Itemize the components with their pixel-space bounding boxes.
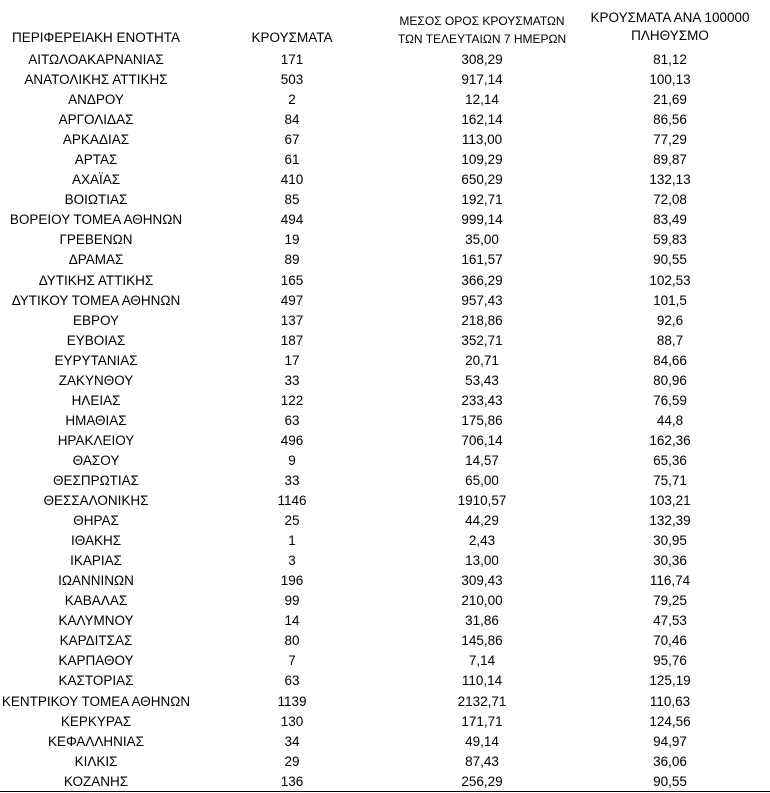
cell-cases: 122 <box>280 392 304 408</box>
cell-per100k: 90,55 <box>653 773 687 789</box>
cell-cases: 17 <box>284 352 300 368</box>
cell-cases: 136 <box>280 773 304 789</box>
cell-cases: 61 <box>284 152 300 168</box>
cell-avg7: 145,86 <box>461 633 503 649</box>
cell-avg7: 175,86 <box>461 412 503 428</box>
table-row <box>0 611 770 631</box>
table-row <box>0 491 770 511</box>
cell-cases: 3 <box>288 553 296 569</box>
header-per100k-line1: ΚΡΟΥΣΜΑΤΑ ΑΝΑ 100000 <box>590 10 750 25</box>
cell-region: ΔΥΤΙΚΗΣ ΑΤΤΙΚΗΣ <box>38 272 154 288</box>
table-row <box>0 351 770 371</box>
table-row <box>0 170 770 190</box>
table-row <box>0 451 770 471</box>
cell-per100k: 132,39 <box>649 513 691 529</box>
cell-region: ΔΡΑΜΑΣ <box>68 252 124 268</box>
cell-per100k: 125,19 <box>649 673 691 689</box>
cell-avg7: 917,14 <box>461 72 503 88</box>
cell-per100k: 30,36 <box>653 553 687 569</box>
table-row <box>0 311 770 331</box>
cell-region: ΑΝΑΤΟΛΙΚΗΣ ΑΤΤΙΚΗΣ <box>24 72 168 88</box>
cell-per100k: 79,25 <box>653 593 687 609</box>
cell-region: ΕΥΒΟΙΑΣ <box>66 332 126 348</box>
cell-avg7: 162,14 <box>461 112 503 128</box>
cell-per100k: 36,06 <box>653 753 687 769</box>
cell-cases: 1146 <box>277 493 307 509</box>
table-header <box>0 0 770 50</box>
cell-cases: 63 <box>284 412 300 428</box>
cell-per100k: 90,55 <box>653 252 687 268</box>
cell-per100k: 94,97 <box>653 733 687 749</box>
cell-avg7: 49,14 <box>465 733 499 749</box>
cell-region: ΚΑΣΤΟΡΙΑΣ <box>58 673 134 689</box>
table-row <box>0 50 770 70</box>
cell-region: ΙΩΑΝΝΙΝΩΝ <box>58 573 134 589</box>
cell-avg7: 14,57 <box>465 452 499 468</box>
cell-cases: 187 <box>280 332 304 348</box>
cell-cases: 137 <box>280 312 304 328</box>
table-row <box>0 291 770 311</box>
cell-avg7: 308,29 <box>461 52 503 67</box>
table-row <box>0 271 770 291</box>
cell-region: ΚΑΡΠΑΘΟΥ <box>58 653 134 669</box>
cell-per100k: 103,21 <box>649 493 691 509</box>
cell-avg7: 366,29 <box>461 272 503 288</box>
table-row <box>0 70 770 90</box>
cell-avg7: 218,86 <box>461 312 503 328</box>
cell-per100k: 65,36 <box>653 452 687 468</box>
cell-cases: 171 <box>280 52 304 67</box>
cell-region: ΑΡΓΟΛΙΔΑΣ <box>58 112 134 128</box>
cell-region: ΚΑΛΥΜΝΟΥ <box>58 613 134 629</box>
cell-avg7: 706,14 <box>461 432 503 448</box>
cell-avg7: 192,71 <box>461 192 503 208</box>
cell-cases: 496 <box>280 432 304 448</box>
cell-region: ΒΟΡΕΙΟΥ ΤΟΜΕΑ ΑΘΗΝΩΝ <box>9 212 183 228</box>
cell-per100k: 116,74 <box>649 573 691 589</box>
cell-cases: 29 <box>284 753 300 769</box>
cell-cases: 84 <box>284 112 300 128</box>
cell-cases: 165 <box>280 272 304 288</box>
cell-per100k: 101,5 <box>653 292 687 308</box>
cell-cases: 196 <box>280 573 304 589</box>
cell-per100k: 77,29 <box>653 132 687 148</box>
cell-avg7: 210,00 <box>461 593 503 609</box>
cell-per100k: 89,87 <box>653 152 687 168</box>
table-row <box>0 391 770 411</box>
header-region: ΠΕΡΙΦΕΡΕΙΑΚΗ ΕΝΟΤΗΤΑ <box>11 30 181 45</box>
table-row <box>0 591 770 611</box>
cell-per100k: 124,56 <box>649 713 691 729</box>
cell-per100k: 75,71 <box>653 472 687 488</box>
table-row <box>0 471 770 491</box>
table-row <box>0 431 770 451</box>
table-row <box>0 411 770 431</box>
cell-cases: 497 <box>280 292 304 308</box>
cell-region: ΘΕΣΣΑΛΟΝΙΚΗΣ <box>43 493 149 509</box>
table-row <box>0 692 770 712</box>
cell-avg7: 65,00 <box>465 472 499 488</box>
table-body <box>0 50 770 792</box>
cell-per100k: 100,13 <box>649 72 691 88</box>
cell-region: ΗΜΑΘΙΑΣ <box>65 412 127 428</box>
cell-avg7: 957,43 <box>461 292 503 308</box>
cell-avg7: 7,14 <box>468 653 496 669</box>
cell-region: ΘΑΣΟΥ <box>72 452 120 468</box>
cell-per100k: 92,6 <box>656 312 684 328</box>
header-avg7 <box>372 12 592 48</box>
cell-region: ΚΕΝΤΡΙΚΟΥ ΤΟΜΕΑ ΑΘΗΝΩΝ <box>1 693 191 709</box>
cell-cases: 1 <box>288 533 296 549</box>
cell-region: ΕΥΡΥΤΑΝΙΑΣ <box>54 352 138 368</box>
cell-region: ΒΟΙΩΤΙΑΣ <box>64 192 128 208</box>
cell-per100k: 81,12 <box>653 52 687 67</box>
cell-cases: 9 <box>288 452 296 468</box>
cell-cases: 410 <box>280 172 304 188</box>
cell-per100k: 30,95 <box>653 533 687 549</box>
table-row <box>0 752 770 772</box>
cell-region: ΚΑΡΔΙΤΣΑΣ <box>59 633 133 649</box>
cell-per100k: 162,36 <box>649 432 691 448</box>
table-bottom-border <box>0 791 770 792</box>
cell-cases: 503 <box>280 72 304 88</box>
cell-region: ΔΥΤΙΚΟΥ ΤΟΜΕΑ ΑΘΗΝΩΝ <box>11 292 181 308</box>
table-row <box>0 250 770 270</box>
cell-per100k: 59,83 <box>653 232 687 248</box>
table-row <box>0 671 770 691</box>
table-row <box>0 210 770 230</box>
cell-avg7: 352,71 <box>461 332 503 348</box>
cell-cases: 63 <box>284 673 300 689</box>
cell-per100k: 80,96 <box>653 372 687 388</box>
cell-avg7: 87,43 <box>465 753 499 769</box>
cell-avg7: 309,43 <box>461 573 503 589</box>
cell-region: ΚΑΒΑΛΑΣ <box>64 593 128 609</box>
table-row <box>0 712 770 732</box>
cell-cases: 89 <box>284 252 300 268</box>
cell-avg7: 109,29 <box>461 152 503 168</box>
cell-avg7: 2132,71 <box>457 693 507 709</box>
cell-region: ΙΘΑΚΗΣ <box>70 533 122 549</box>
cell-region: ΑΧΑΪΑΣ <box>71 172 121 188</box>
cell-per100k: 72,08 <box>653 192 687 208</box>
cell-per100k: 102,53 <box>649 272 691 288</box>
cell-avg7: 171,71 <box>461 713 503 729</box>
table-row <box>0 551 770 571</box>
cell-cases: 99 <box>284 593 300 609</box>
header-avg7-line1: ΜΕΣΟΣ ΟΡΟΣ ΚΡΟΥΣΜΑΤΩΝ <box>399 14 565 28</box>
cell-cases: 25 <box>284 513 300 529</box>
cell-avg7: 12,14 <box>465 92 499 108</box>
table-row <box>0 331 770 351</box>
cell-region: ΚΕΦΑΛΛΗΝΙΑΣ <box>47 733 145 749</box>
table-row <box>0 90 770 110</box>
cell-cases: 494 <box>280 212 304 228</box>
cell-avg7: 44,29 <box>465 513 499 529</box>
table-row <box>0 230 770 250</box>
cell-avg7: 1910,57 <box>457 493 507 509</box>
cell-region: ΑΙΤΩΛΟΑΚΑΡΝΑΝΙΑΣ <box>28 52 164 67</box>
cell-per100k: 110,63 <box>649 693 691 709</box>
cell-per100k: 86,56 <box>653 112 687 128</box>
cell-avg7: 13,00 <box>465 553 499 569</box>
cell-region: ΚΕΡΚΥΡΑΣ <box>60 713 132 729</box>
cell-region: ΚΟΖΑΝΗΣ <box>63 773 129 789</box>
cell-region: ΓΡΕΒΕΝΩΝ <box>59 232 133 248</box>
cell-cases: 33 <box>284 372 300 388</box>
cell-cases: 33 <box>284 472 300 488</box>
cell-cases: 34 <box>284 733 300 749</box>
cell-region: ΙΚΑΡΙΑΣ <box>70 553 122 569</box>
cell-avg7: 110,14 <box>461 673 503 689</box>
cell-avg7: 20,71 <box>465 352 499 368</box>
cell-cases: 19 <box>284 232 300 248</box>
cell-per100k: 21,69 <box>653 92 687 108</box>
header-cases: ΚΡΟΥΣΜΑΤΑ <box>251 30 333 45</box>
cell-region: ΘΗΡΑΣ <box>73 513 119 529</box>
cell-cases: 7 <box>288 653 296 669</box>
table-row <box>0 511 770 531</box>
table-row <box>0 651 770 671</box>
cell-region: ΘΕΣΠΡΩΤΙΑΣ <box>52 472 140 488</box>
cell-avg7: 53,43 <box>465 372 499 388</box>
cell-avg7: 650,29 <box>461 172 503 188</box>
cell-region: ΕΒΡΟΥ <box>72 312 120 328</box>
table-row <box>0 371 770 391</box>
cell-avg7: 113,00 <box>461 132 503 148</box>
header-per100k <box>570 9 770 45</box>
table-row <box>0 190 770 210</box>
cell-per100k: 84,66 <box>653 352 687 368</box>
table-row <box>0 732 770 752</box>
table-row <box>0 110 770 130</box>
cell-cases: 14 <box>284 613 300 629</box>
header-avg7-line2: ΤΩΝ ΤΕΛΕΥΤΑΙΩΝ 7 ΗΜΕΡΩΝ <box>397 32 567 46</box>
cell-avg7: 31,86 <box>465 613 499 629</box>
cell-region: ΗΛΕΙΑΣ <box>71 392 121 408</box>
table-row <box>0 531 770 551</box>
table-row <box>0 772 770 792</box>
cell-avg7: 233,43 <box>461 392 503 408</box>
cell-cases: 85 <box>284 192 300 208</box>
cell-avg7: 256,29 <box>461 773 503 789</box>
cell-cases: 130 <box>280 713 304 729</box>
cell-region: ΑΝΔΡΟΥ <box>68 92 124 108</box>
cell-region: ΑΡΤΑΣ <box>74 152 118 168</box>
table-row <box>0 150 770 170</box>
cell-region: ΑΡΚΑΔΙΑΣ <box>62 132 130 148</box>
table-row <box>0 631 770 651</box>
cell-per100k: 76,59 <box>653 392 687 408</box>
cell-region: ΗΡΑΚΛΕΙΟΥ <box>57 432 135 448</box>
cell-region: ΚΙΛΚΙΣ <box>74 753 118 769</box>
cell-avg7: 2,43 <box>468 533 496 549</box>
cell-per100k: 47,53 <box>653 613 687 629</box>
cell-region: ΖΑΚΥΝΘΟΥ <box>58 372 134 388</box>
table-row <box>0 130 770 150</box>
header-per100k-line2: ΠΛΗΘΥΣΜΟ <box>631 28 709 43</box>
cell-cases: 80 <box>284 633 300 649</box>
cell-per100k: 95,76 <box>653 653 687 669</box>
table-row <box>0 571 770 591</box>
cell-cases: 67 <box>284 132 300 148</box>
cell-per100k: 132,13 <box>649 172 691 188</box>
cell-per100k: 70,46 <box>653 633 687 649</box>
cell-per100k: 88,7 <box>656 332 684 348</box>
cell-cases: 2 <box>288 92 296 108</box>
cell-avg7: 35,00 <box>465 232 499 248</box>
cell-avg7: 161,57 <box>461 252 503 268</box>
cell-avg7: 999,14 <box>461 212 503 228</box>
cell-cases: 1139 <box>277 693 307 709</box>
cell-per100k: 83,49 <box>653 212 687 228</box>
cell-per100k: 44,8 <box>656 412 684 428</box>
